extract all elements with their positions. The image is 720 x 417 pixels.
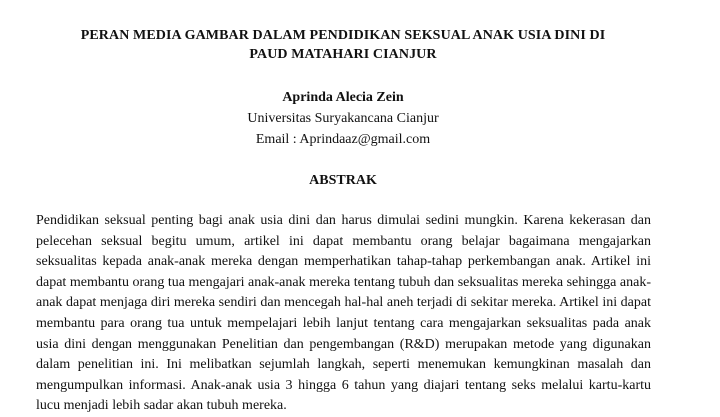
paper-title — [30, 26, 656, 64]
author-name: Aprinda Alecia Zein — [282, 90, 404, 105]
author-affiliation: Universitas Suryakancana Cianjur — [247, 111, 439, 126]
paper-title-line-1: PERAN MEDIA GAMBAR DALAM PENDIDIKAN SEKSUAL ANAK USIA DINI DI — [80, 28, 606, 43]
paper-title-line-2: PAUD MATAHARI CIANJUR — [249, 47, 437, 62]
abstract-heading: ABSTRAK — [309, 173, 377, 188]
author-email: Email : Aprindaaz@gmail.com — [255, 132, 431, 147]
abstract-body: Pendidikan seksual penting bagi anak usia dini dan harus dimulai sedini mungkin. Karena kekerasan dan pelecehan seksual begitu umum, artikel ini dapat membantu orang belajar bagaimana mengajarkan seksualitas kepada anak-anak mereka dengan memperhatikan tahap-tahap perkembangan anak. Artikel ini dapat membantu orang tua mengajari anak-anak mereka tentang tubuh dan seksualitas mereka sehingga anak-anak dapat menjaga diri mereka sendiri dan mencegah hal-hal aneh terjadi di sekitar mereka. Artikel ini dapat membantu para orang tua untuk mempelajari lebih lanjut tentang cara mengajarkan seksualitas pada anak usia dini dengan menggunakan Penelitian dan pengembangan (R&D) merupakan metode yang digunakan dalam penelitian ini. Ini melibatkan sejumlah langkah, seperti menemukan kemungkinan masalah dan mengumpulkan informasi. Anak-anak usia 3 hingga 6 tahun yang diajari tentang seks melalui kartu-kartu lucu menjadi lebih sadar akan tubuh mereka. — [36, 213, 651, 414]
